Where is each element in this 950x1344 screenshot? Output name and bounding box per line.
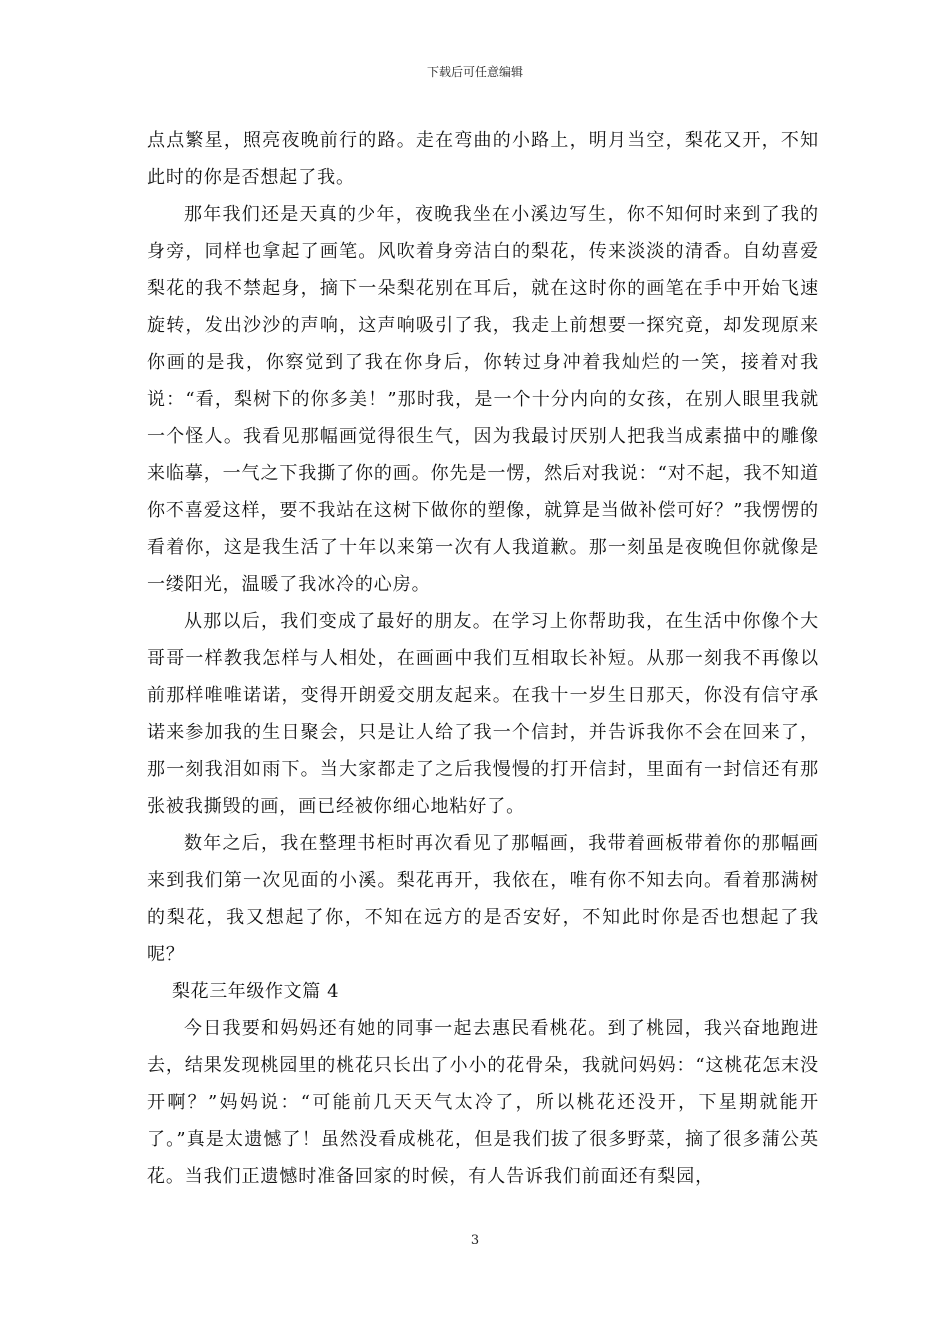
paragraph-4: 数年之后，我在整理书柜时再次看见了那幅画，我带着画板带着你的那幅画来到我们第一次见面的小溪。梨花再开，我依在，唯有你不知去向。看着那满树的梨花，我又想起了你，不知在远方的是否安好，不知此时你是否也想起了我呢？ [147,833,819,965]
page-number: 3 [470,1233,480,1248]
paragraph-1: 点点繁星，照亮夜晚前行的路。走在弯曲的小路上，明月当空，梨花又开，不知此时的你是否想起了我。 [147,130,819,188]
paragraph-3: 从那以后，我们变成了最好的朋友。在学习上你帮助我，在生活中你像个大哥哥一样教我怎样与人相处，在画画中我们互相取长补短。从那一刻我不再像以前那样唯唯诺诺，变得开朗爱交朋友起来。在我十一岁生日那天，你没有信守承诺来参加我的生日聚会，只是让人给了我一个信封，并告诉我你不会在回来了，那一刻我泪如雨下。当大家都走了之后我慢慢的打开信封，里面有一封信还有那张被我撕毁的画，画已经被你细心地粘好了。 [147,611,819,817]
paragraph-2: 那年我们还是天真的少年，夜晚我坐在小溪边写生，你不知何时来到了我的身旁，同样也拿起了画笔。风吹着身旁洁白的梨花，传来淡淡的清香。自幼喜爱梨花的我不禁起身，摘下一朵梨花别在耳后，就在这时你的画笔在手中开始飞速旋转，发出沙沙的声响，这声响吸引了我，我走上前想要一探究竟，却发现原来你画的是我，你察觉到了我在你身后，你转过身冲着我灿烂的一笑，接着对我说：“看，梨树下的你多美！”那时我，是一个十分内向的女孩，在别人眼里我就一个怪人。我看见那幅画觉得很生气，因为我最讨厌别人把我当成素描中的雕像来临摹，一气之下我撕了你的画。你先是一愣，然后对我说：“对不起，我不知道你不喜爱这样，要不我站在这树下做你的塑像，就算是当做补偿可好？”我愣愣的看着你，这是我生活了十年以来第一次有人我道歉。那一刻虽是夜晚但你就像是一缕阳光，温暖了我冰冷的心房。 [147,204,819,595]
document-body [147,122,819,1195]
paragraph-5: 今日我要和妈妈还有她的同事一起去惠民看桃花。到了桃园，我兴奋地跑进去，结果发现桃园里的桃花只长出了小小的花骨朵，我就问妈妈：“这桃花怎末没开啊？”妈妈说：“可能前几天天气太冷了，所以桃花还没开，下星期就能开了。”真是太遗憾了！虽然没看成桃花，但是我们拔了很多野菜，摘了很多蒲公英花。当我们正遗憾时准备回家的时候，有人告诉我们前面还有梨园， [147,1018,819,1187]
section-heading: 梨花三年级作文篇 4 [172,981,340,1002]
page-header: 下载后可任意编辑 [426,65,523,79]
